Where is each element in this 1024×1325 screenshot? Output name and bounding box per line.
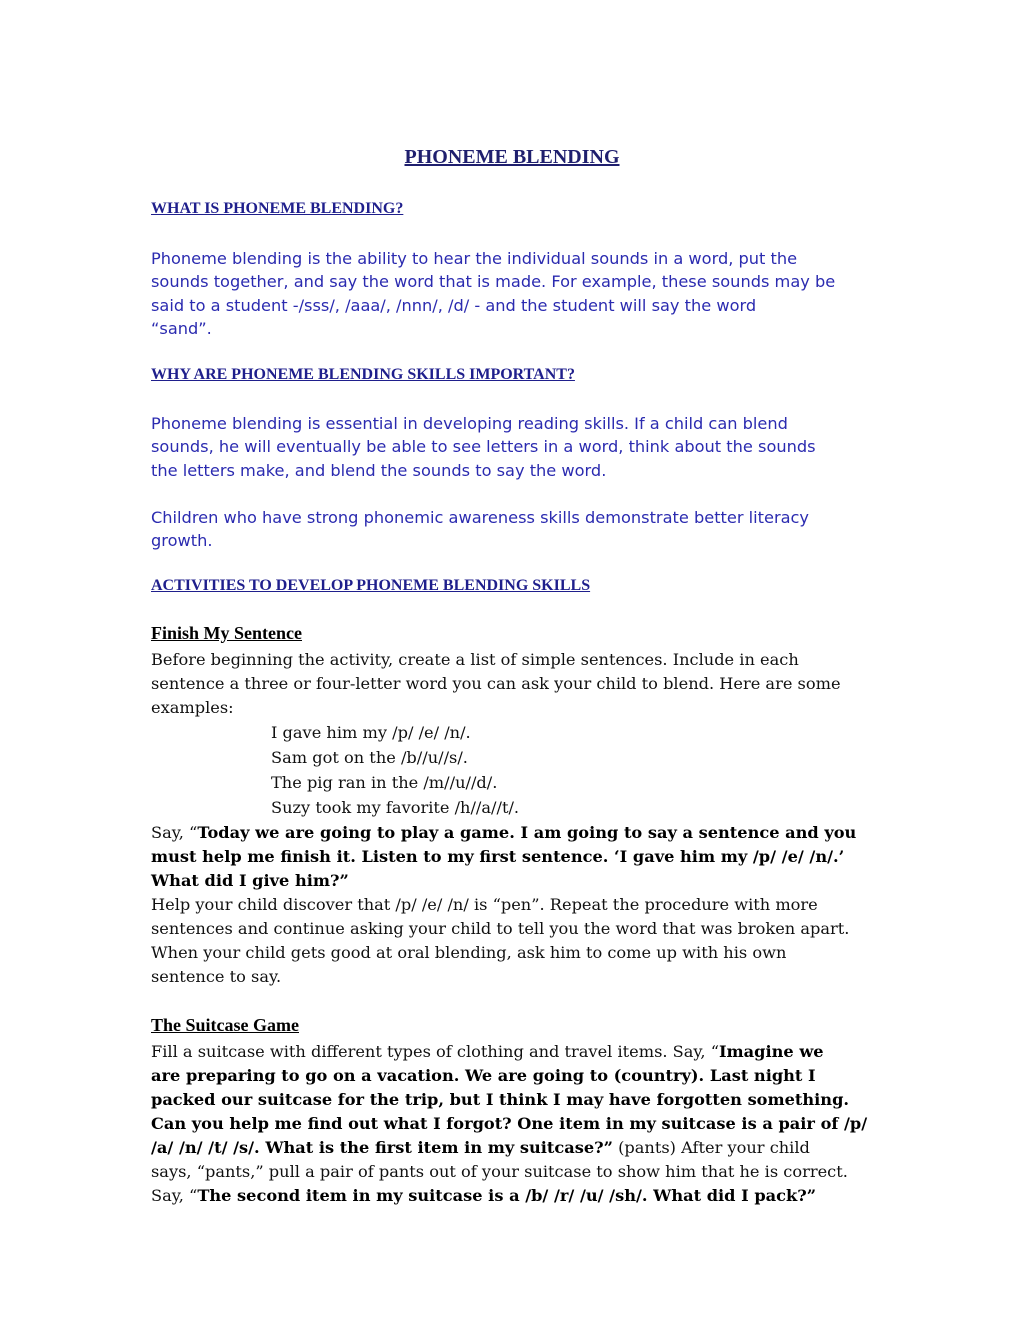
activity2-body [151, 1040, 873, 1208]
paragraph-line: Children who have strong phonemic awareness skills demonstrate better literacy [151, 508, 810, 527]
paragraph-line [151, 1064, 873, 1088]
paragraph-line [151, 845, 873, 869]
paragraph-line: examples: [151, 698, 234, 717]
paragraph-line: sounds together, and say the word that is made. For example, these sounds may be [151, 272, 836, 292]
section-heading-what-is: WHAT IS PHONEME BLENDING? [151, 200, 404, 217]
bold-script: are preparing to go on a vacation. We are going to (country). Last night I [151, 1066, 816, 1085]
paragraph-line [151, 1136, 873, 1160]
paragraph-line: sounds, he will eventually be able to see letters in a word, think about the sounds [151, 437, 816, 457]
section-heading-why-important: WHY ARE PHONEME BLENDING SKILLS IMPORTANT? [151, 366, 575, 383]
activity-title-suitcase-game: The Suitcase Game [151, 1015, 299, 1035]
plain-text: (pants) After your child [612, 1138, 810, 1157]
paragraph-line: sentence a three or four-letter word you can ask your child to blend. Here are some [151, 674, 841, 693]
example-sentence: I gave him my /p/ /e/ /n/. [271, 723, 471, 742]
paragraph-line: Help your child discover that /p/ /e/ /n/ is “pen”. Repeat the procedure with more [151, 895, 818, 914]
bold-script: Can you help me find out what I forgot? One item in my suitcase is a pair of /p/ [151, 1114, 868, 1133]
paragraph-line: When your child gets good at oral blending, ask him to come up with his own [151, 943, 787, 962]
paragraph-line: the letters make, and blend the sounds to say the word. [151, 460, 607, 480]
bold-script: packed our suitcase for the trip, but I think I may have forgotten something. [151, 1090, 850, 1109]
paragraph-line [151, 869, 873, 893]
plain-text: Say, “ [151, 1186, 198, 1205]
plain-text: Fill a suitcase with different types of clothing and travel items. Say, “ [151, 1042, 719, 1061]
paragraph-line [151, 821, 873, 845]
paragraph-line: Phoneme blending is the ability to hear the individual sounds in a word, put the [151, 249, 798, 268]
paragraph-line: said to a student -/sss/, /aaa/, /nnn/, /d/ - and the student will say the word [151, 295, 757, 315]
paragraph-line: “sand”. [151, 319, 212, 339]
section-why-paragraph-1 [151, 412, 873, 482]
paragraph-line: Phoneme blending is essential in developing reading skills. If a child can blend [151, 414, 788, 433]
bold-script: /a/ /n/ /t/ /s/. What is the first item in my suitcase?” [151, 1138, 613, 1157]
bold-script: What did I give him?” [151, 871, 349, 890]
paragraph-line: growth. [151, 531, 213, 551]
section-why-paragraph-2 [151, 506, 873, 553]
bold-script: must help me finish it. Listen to my first sentence. ‘I gave him my /p/ /e/ /n/.’ [151, 847, 845, 866]
paragraph-line: says, “pants,” pull a pair of pants out of your suitcase to show him that he is correct. [151, 1162, 848, 1181]
paragraph-line: Before beginning the activity, create a list of simple sentences. Include in each [151, 650, 799, 669]
activity1-examples [271, 720, 519, 820]
say-prefix: Say, “ [151, 823, 198, 842]
activity-title-finish-my-sentence: Finish My Sentence [151, 623, 302, 643]
paragraph-line [151, 1040, 873, 1064]
bold-script: Today we are going to play a game. I am going to say a sentence and you [197, 823, 857, 842]
paragraph-line: sentences and continue asking your child to tell you the word that was broken apart. [151, 919, 850, 938]
page-title: PHONEME BLENDING [404, 146, 620, 168]
paragraph-line: sentence to say. [151, 967, 282, 986]
paragraph-line [151, 1112, 873, 1136]
example-sentence: Sam got on the /b//u//s/. [271, 748, 468, 767]
example-sentence: Suzy took my favorite /h//a//t/. [271, 798, 520, 817]
bold-script: Imagine we [718, 1042, 824, 1061]
activity1-script [151, 821, 873, 989]
activity1-intro [151, 648, 873, 720]
section-heading-activities: ACTIVITIES TO DEVELOP PHONEME BLENDING SKILLS [151, 577, 591, 594]
paragraph-line [151, 1088, 873, 1112]
example-sentence: The pig ran in the /m//u//d/. [271, 773, 498, 792]
bold-script: The second item in my suitcase is a /b/ /r/ /u/ /sh/. What did I pack?” [197, 1186, 817, 1205]
section-what-is-paragraph [151, 247, 873, 341]
paragraph-line [151, 1184, 873, 1208]
